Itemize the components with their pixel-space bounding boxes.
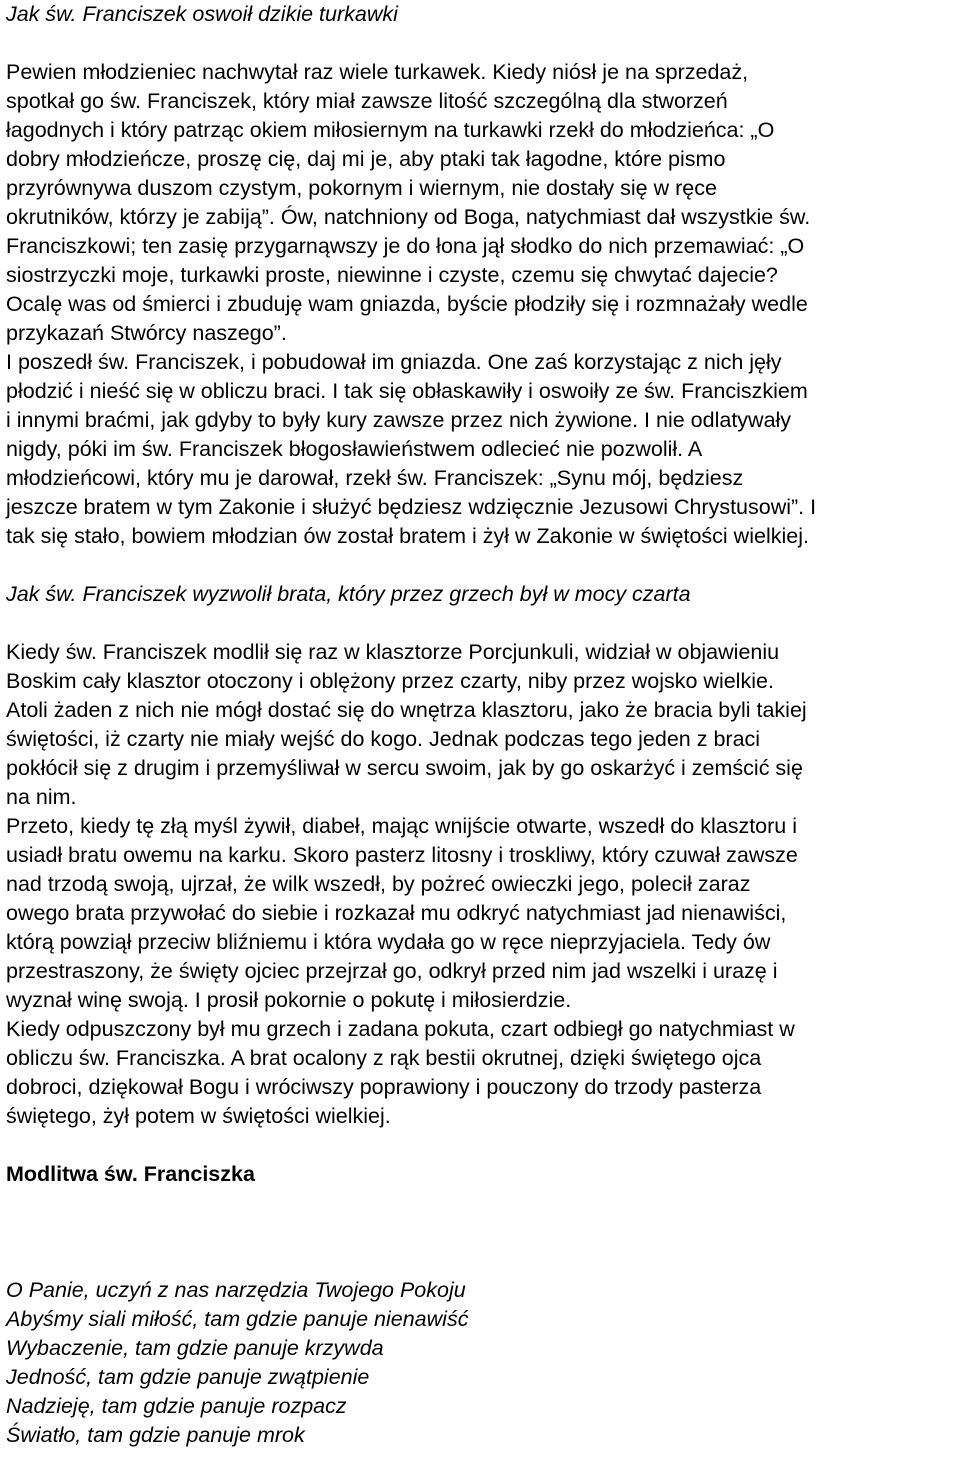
text-line: nad trzodą swoją, ujrzał, że wilk wszedł, by pożreć owieczki jego, polecił zaraz	[6, 872, 751, 896]
prayer-line: Światło, tam gdzie panuje mrok	[6, 1423, 305, 1447]
text-line: I poszedł św. Franciszek, i pobudował im gniazda. One zaś korzystając z nich jęły	[6, 350, 782, 374]
text-line: płodzić i nieść się w obliczu braci. I tak się obłaskawiły i oswoiły ze św. Franciszkiem	[6, 379, 808, 403]
document-page	[6, 0, 956, 1450]
text-line: Boskim cały klasztor otoczony i oblężony przez czarty, niby przez wojsko wielkie.	[6, 669, 774, 693]
text-line: pokłócił się z drugim i przemyśliwał w sercu swoim, jak by go oskarżyć i zemścić się	[6, 756, 803, 780]
text-line: którą powziął przeciw bliźniemu i która wydała go w ręce nieprzyjaciela. Tedy ów	[6, 930, 771, 954]
text-line: Pewien młodzieniec nachwytał raz wiele turkawek. Kiedy niósł je na sprzedaż,	[6, 60, 749, 84]
text-line: Kiedy odpuszczony był mu grzech i zadana pokuta, czart odbiegł go natychmiast w	[6, 1017, 795, 1041]
section-title-demon: Jak św. Franciszek wyzwolił brata, który przez grzech był w mocy czarta	[6, 582, 691, 606]
text-line: okrutników, którzy je zabiją”. Ów, natchniony od Boga, natychmiast dał wszystkie św.	[6, 205, 811, 229]
text-line: Atoli żaden z nich nie mógł dostać się do wnętrza klasztoru, jako że bracia byli takiej	[6, 698, 807, 722]
text-line: owego brata przywołać do siebie i rozkazał mu odkryć natychmiast jad nienawiści,	[6, 901, 787, 925]
prayer-line: Nadzieję, tam gdzie panuje rozpacz	[6, 1394, 347, 1418]
text-line: obliczu św. Franciszka. A brat ocalony z rąk bestii okrutnej, dzięki świętego ojca	[6, 1046, 762, 1070]
text-line: dobroci, dziękował Bogu i wróciwszy poprawiony i pouczony do trzody pasterza	[6, 1075, 762, 1099]
prayer-line: Wybaczenie, tam gdzie panuje krzywda	[6, 1336, 384, 1360]
text-line: na nim.	[6, 785, 77, 809]
text-line: i innymi braćmi, jak gdyby to były kury zawsze przez nich żywione. I nie odlatywały	[6, 408, 792, 432]
text-line: spotkał go św. Franciszek, który miał zawsze litość szczególną dla stworzeń	[6, 89, 728, 113]
text-line: Franciszkowi; ten zasię przygarnąwszy je do łona jął słodko do nich przemawiać: „O	[6, 234, 805, 258]
text-line: usiadł bratu owemu na karku. Skoro pasterz litosny i troskliwy, który czuwał zawsze	[6, 843, 798, 867]
text-line: młodzieńcowi, który mu je darował, rzekł św. Franciszek: „Synu mój, będziesz	[6, 466, 744, 490]
spacer	[6, 1247, 956, 1276]
spacer	[6, 1131, 956, 1160]
prayer-line: O Panie, uczyń z nas narzędzia Twojego Pokoju	[6, 1278, 466, 1302]
spacer	[6, 1189, 956, 1247]
prayer-verses	[6, 1276, 956, 1450]
paragraph-demon	[6, 638, 956, 1131]
text-line: nigdy, póki im św. Franciszek błogosławieństwem odlecieć nie pozwolił. A	[6, 437, 703, 461]
text-line: Ocalę was od śmierci i zbuduję wam gniazda, byście płodziły się i rozmnażały wedle	[6, 292, 808, 316]
text-line: dobry młodzieńcze, proszę cię, daj mi je, aby ptaki tak łagodne, które pismo	[6, 147, 726, 171]
spacer	[6, 551, 956, 580]
text-line: przykazań Stwórcy naszego”.	[6, 321, 287, 345]
text-line: tak się stało, bowiem młodzian ów został bratem i żył w Zakonie w świętości wielkiej.	[6, 524, 809, 548]
text-line: jeszcze bratem w tym Zakonie i służyć będziesz wdzięcznie Jezusowi Chrystusowi”. I	[6, 495, 817, 519]
section-title-prayer: Modlitwa św. Franciszka	[6, 1162, 255, 1186]
spacer	[6, 609, 956, 638]
text-line: łagodnych i który patrząc okiem miłosiernym na turkawki rzekł do młodzieńca: „O	[6, 118, 775, 142]
section-title-turtledoves: Jak św. Franciszek oswoił dzikie turkawki	[6, 2, 398, 26]
text-line: wyznał winę swoją. I prosił pokornie o pokutę i miłosierdzie.	[6, 988, 572, 1012]
text-line: Kiedy św. Franciszek modlił się raz w klasztorze Porcjunkuli, widział w objawieniu	[6, 640, 780, 664]
text-line: przyrównywa duszom czystym, pokornym i wiernym, nie dostały się w ręce	[6, 176, 717, 200]
text-line: Przeto, kiedy tę złą myśl żywił, diabeł, mając wnijście otwarte, wszedł do klasztoru i	[6, 814, 798, 838]
text-line: świętego, żył potem w świętości wielkiej.	[6, 1104, 391, 1128]
paragraph-turtledoves	[6, 58, 956, 551]
text-line: przestraszony, że święty ojciec przejrzał go, odkrył przed nim jad wszelki i urazę i	[6, 959, 778, 983]
text-line: świętości, iż czarty nie miały wejść do kogo. Jednak podczas tego jeden z braci	[6, 727, 761, 751]
spacer	[6, 29, 956, 58]
text-line: siostrzyczki moje, turkawki proste, niewinne i czyste, czemu się chwytać dajecie?	[6, 263, 778, 287]
prayer-line: Abyśmy siali miłość, tam gdzie panuje nienawiść	[6, 1307, 469, 1331]
prayer-line: Jedność, tam gdzie panuje zwątpienie	[6, 1365, 370, 1389]
